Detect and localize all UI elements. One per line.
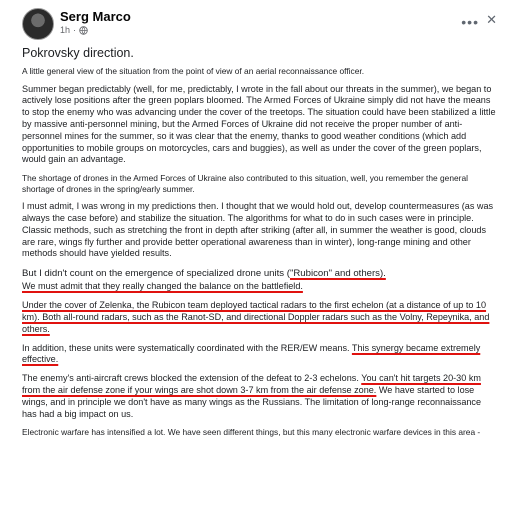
globe-icon [79, 26, 88, 35]
air-defense-tail: We have started to lose wings, and in principle we don't have as many wings as the Russians. The limitation of long-range reconnaissance has had a big impact on us. [22, 384, 482, 419]
meta-separator: · [73, 25, 77, 35]
author-name[interactable]: Serg Marco [60, 9, 131, 24]
air-defense-highlight: You can't hit targets 20-30 km from the air defense zone if your wings are shot down 3-7 km from the air defense zone. [22, 373, 481, 395]
paragraph-summer: Summer began predictably (well, for me, predictably, I wrote in the fall about our threats in the summer), we began to actively lose positions after the green poplars bloomed. The Armed Forces of Ukraine simply did not have the means to stop the enemy who was advancing under the cover of the treetops. The situation could have been stabilized a little by massive anti-personnel mining, but the Armed Forces of Ukraine did not receive the proper number of anti-personnel mines for the summer, so it was clear that the enemy, thanks to good weather conditions (which add opportunities to mobile groups on motorcycles, cars and buggies), as well as under the cover of the green poplars, would gain an advantage. [22, 83, 496, 165]
close-icon[interactable]: ✕ [486, 12, 497, 27]
post-meta [60, 25, 88, 35]
intro-paragraph: A little general view of the situation from the point of view of an aerial reconnaissance officer. [22, 66, 365, 76]
paragraph-drone-shortage: The shortage of drones in the Armed Forces of Ukraine also contributed to this situation, well, you remember the general shortage of drones in the spring/early summer. [22, 173, 468, 194]
post-header [22, 6, 497, 40]
paragraph-predictions: I must admit, I was wrong in my predictions then. I thought that we would hold out, develop countermeasures (as was always the case before) and stabilize the situation. The algorithms for what to do in such cases were in principle. Classic methods, such as stretching the front in depth after striking (after all, in summer the weather is good, clouds are rare, wings fly further and provide better operational awareness than in winter), long-range mining and other methods should have yielded results. [22, 201, 494, 259]
synergy-highlight: This synergy became extremely effective. [22, 342, 481, 365]
air-defense-text: The enemy's anti-aircraft crews blocked the extension of the defeat to 2-3 echelons. [22, 373, 362, 384]
author-avatar[interactable] [22, 8, 54, 40]
rubicon-highlight: "Rubicon" and others). [289, 268, 386, 280]
drone-units-text: But I didn't count on the emergence of specialized drone units ( [22, 268, 290, 280]
paragraph-electronic-warfare: Electronic warfare has intensified a lot. We have seen different things, but this many electronic warfare devices in this area - [22, 427, 481, 438]
paragraph-synergy [22, 343, 497, 367]
post-time[interactable]: 1h [60, 25, 71, 35]
paragraph-air-defense [22, 373, 497, 420]
more-options-icon[interactable]: ••• [461, 14, 479, 30]
post-title: Pokrovsky direction. [22, 46, 134, 60]
paragraph-radars [22, 300, 497, 335]
paragraph-drone-units [22, 267, 497, 280]
synergy-text: In addition, these units were systematically coordinated with the RER/EW means. [22, 342, 352, 353]
paragraph-balance [22, 281, 497, 293]
balance-highlight: We must admit that they really changed the balance on the battlefield. [22, 281, 303, 292]
post-body [22, 46, 497, 438]
radars-highlight: Under the cover of Zelenka, the Rubicon team deployed tactical radars to the first echelon (at a distance of up to 10 km). Both all-round radars, such as the Ranot-SD, and directional Doppler radars such as the Volny, Repeynika, and others. [22, 300, 490, 334]
